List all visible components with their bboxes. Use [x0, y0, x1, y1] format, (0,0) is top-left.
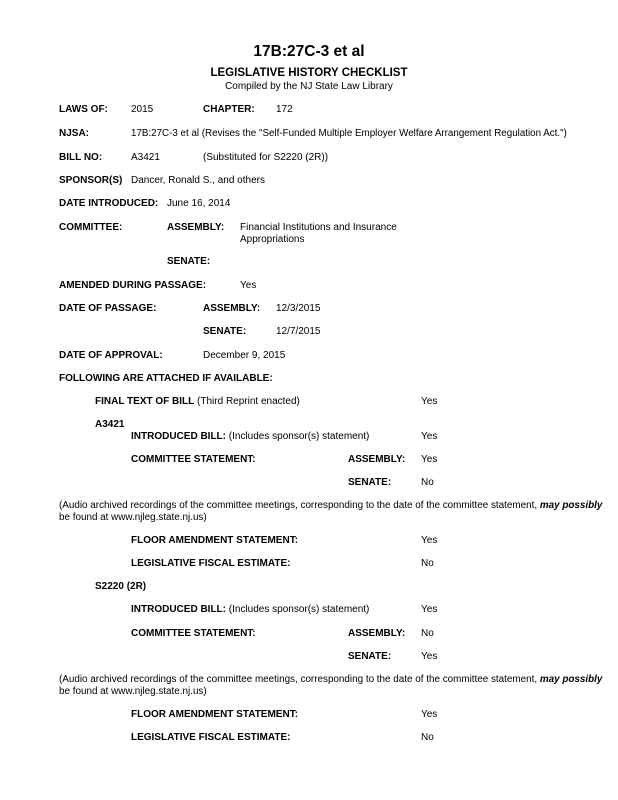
- s2220-assembly-value: No: [421, 628, 434, 639]
- bill-no-label: BILL NO:: [59, 152, 103, 163]
- passage-senate-label: SENATE:: [203, 326, 247, 337]
- s2220-floor-value: Yes: [421, 709, 438, 720]
- audio-note-line1: [59, 500, 602, 511]
- passage-assembly-label: ASSEMBLY:: [203, 303, 261, 314]
- s2220-fiscal-label: LEGISLATIVE FISCAL ESTIMATE:: [131, 732, 291, 743]
- chapter-label: CHAPTER:: [203, 104, 255, 115]
- final-text-row: [95, 396, 300, 407]
- a3421-committee-label: COMMITTEE STATEMENT:: [131, 454, 256, 465]
- approval-label: DATE OF APPROVAL:: [59, 350, 163, 361]
- approval-value: December 9, 2015: [203, 350, 286, 361]
- audio-note-2-emphasis: may possibly: [539, 674, 603, 685]
- a3421-floor-value: Yes: [421, 535, 438, 546]
- s2220-senate-value: Yes: [421, 651, 438, 662]
- laws-of-value: 2015: [131, 104, 154, 115]
- sponsors-value: Dancer, Ronald S., and others: [131, 175, 265, 186]
- njsa-value: 17B:27C-3 et al (Revises the "Self-Funded Multiple Employer Welfare Arrangement Regulation Act."): [131, 128, 567, 139]
- a3421-senate-value: No: [421, 477, 434, 488]
- audio-note-2-text: (Audio archived recordings of the committee meetings, corresponding to the date of the committee statement,: [59, 674, 538, 685]
- passage-senate-value: 12/7/2015: [276, 326, 321, 337]
- date-introduced-value: June 16, 2014: [167, 198, 231, 209]
- a3421-introduced-note: (Includes sponsor(s) statement): [228, 431, 370, 442]
- laws-of-label: LAWS OF:: [59, 104, 108, 115]
- s2220-senate-label: SENATE:: [348, 651, 392, 662]
- a3421-introduced-label: INTRODUCED BILL:: [131, 431, 226, 442]
- document-subtitle: LEGISLATIVE HISTORY CHECKLIST: [210, 67, 408, 79]
- passage-assembly-value: 12/3/2015: [276, 303, 321, 314]
- document-title: 17B:27C-3 et al: [253, 43, 365, 60]
- a3421-introduced-value: Yes: [421, 431, 438, 442]
- s2220-introduced-note: (Includes sponsor(s) statement): [228, 604, 370, 615]
- audio-note-2-line2: be found at www.njleg.state.nj.us): [59, 686, 207, 697]
- audio-note-text: (Audio archived recordings of the committee meetings, corresponding to the date of the committee statement,: [59, 500, 538, 511]
- a3421-assembly-value: Yes: [421, 454, 438, 465]
- compiled-by: Compiled by the NJ State Law Library: [225, 81, 393, 92]
- audio-note-2-line1: [59, 674, 602, 685]
- final-text-note: (Third Reprint enacted): [197, 396, 300, 407]
- s2220-introduced-row: [131, 604, 369, 615]
- a3421-fiscal-label: LEGISLATIVE FISCAL ESTIMATE:: [131, 558, 291, 569]
- a3421-heading: A3421: [95, 419, 125, 430]
- a3421-senate-label: SENATE:: [348, 477, 392, 488]
- s2220-committee-label: COMMITTEE STATEMENT:: [131, 628, 256, 639]
- chapter-value: 172: [276, 104, 293, 115]
- s2220-introduced-value: Yes: [421, 604, 438, 615]
- s2220-fiscal-value: No: [421, 732, 434, 743]
- a3421-assembly-label: ASSEMBLY:: [348, 454, 406, 465]
- s2220-heading: S2220 (2R): [95, 581, 147, 592]
- final-text-label: FINAL TEXT OF BILL: [95, 396, 195, 407]
- a3421-fiscal-value: No: [421, 558, 434, 569]
- a3421-floor-label: FLOOR AMENDMENT STATEMENT:: [131, 535, 299, 546]
- njsa-label: NJSA:: [59, 128, 90, 139]
- committee-assembly-label: ASSEMBLY:: [167, 222, 225, 233]
- a3421-introduced-row: [131, 431, 369, 442]
- bill-no-value: A3421: [131, 152, 160, 163]
- audio-note-line2: be found at www.njleg.state.nj.us): [59, 512, 207, 523]
- amended-label: AMENDED DURING PASSAGE:: [59, 280, 207, 291]
- s2220-introduced-label: INTRODUCED BILL:: [131, 604, 226, 615]
- bill-no-note: (Substituted for S2220 (2R)): [203, 152, 329, 163]
- passage-label: DATE OF PASSAGE:: [59, 303, 157, 314]
- s2220-assembly-label: ASSEMBLY:: [348, 628, 406, 639]
- committee-assembly-line1: Financial Institutions and Insurance: [240, 222, 397, 233]
- sponsors-label: SPONSOR(S): [59, 175, 123, 186]
- committee-assembly-line2: Appropriations: [240, 234, 305, 245]
- attached-heading: FOLLOWING ARE ATTACHED IF AVAILABLE:: [59, 373, 273, 384]
- committee-senate-label: SENATE:: [167, 256, 211, 267]
- audio-note-emphasis: may possibly: [539, 500, 603, 511]
- final-text-value: Yes: [421, 396, 438, 407]
- amended-value: Yes: [240, 280, 257, 291]
- committee-label: COMMITTEE:: [59, 222, 123, 233]
- s2220-floor-label: FLOOR AMENDMENT STATEMENT:: [131, 709, 299, 720]
- date-introduced-label: DATE INTRODUCED:: [59, 198, 159, 209]
